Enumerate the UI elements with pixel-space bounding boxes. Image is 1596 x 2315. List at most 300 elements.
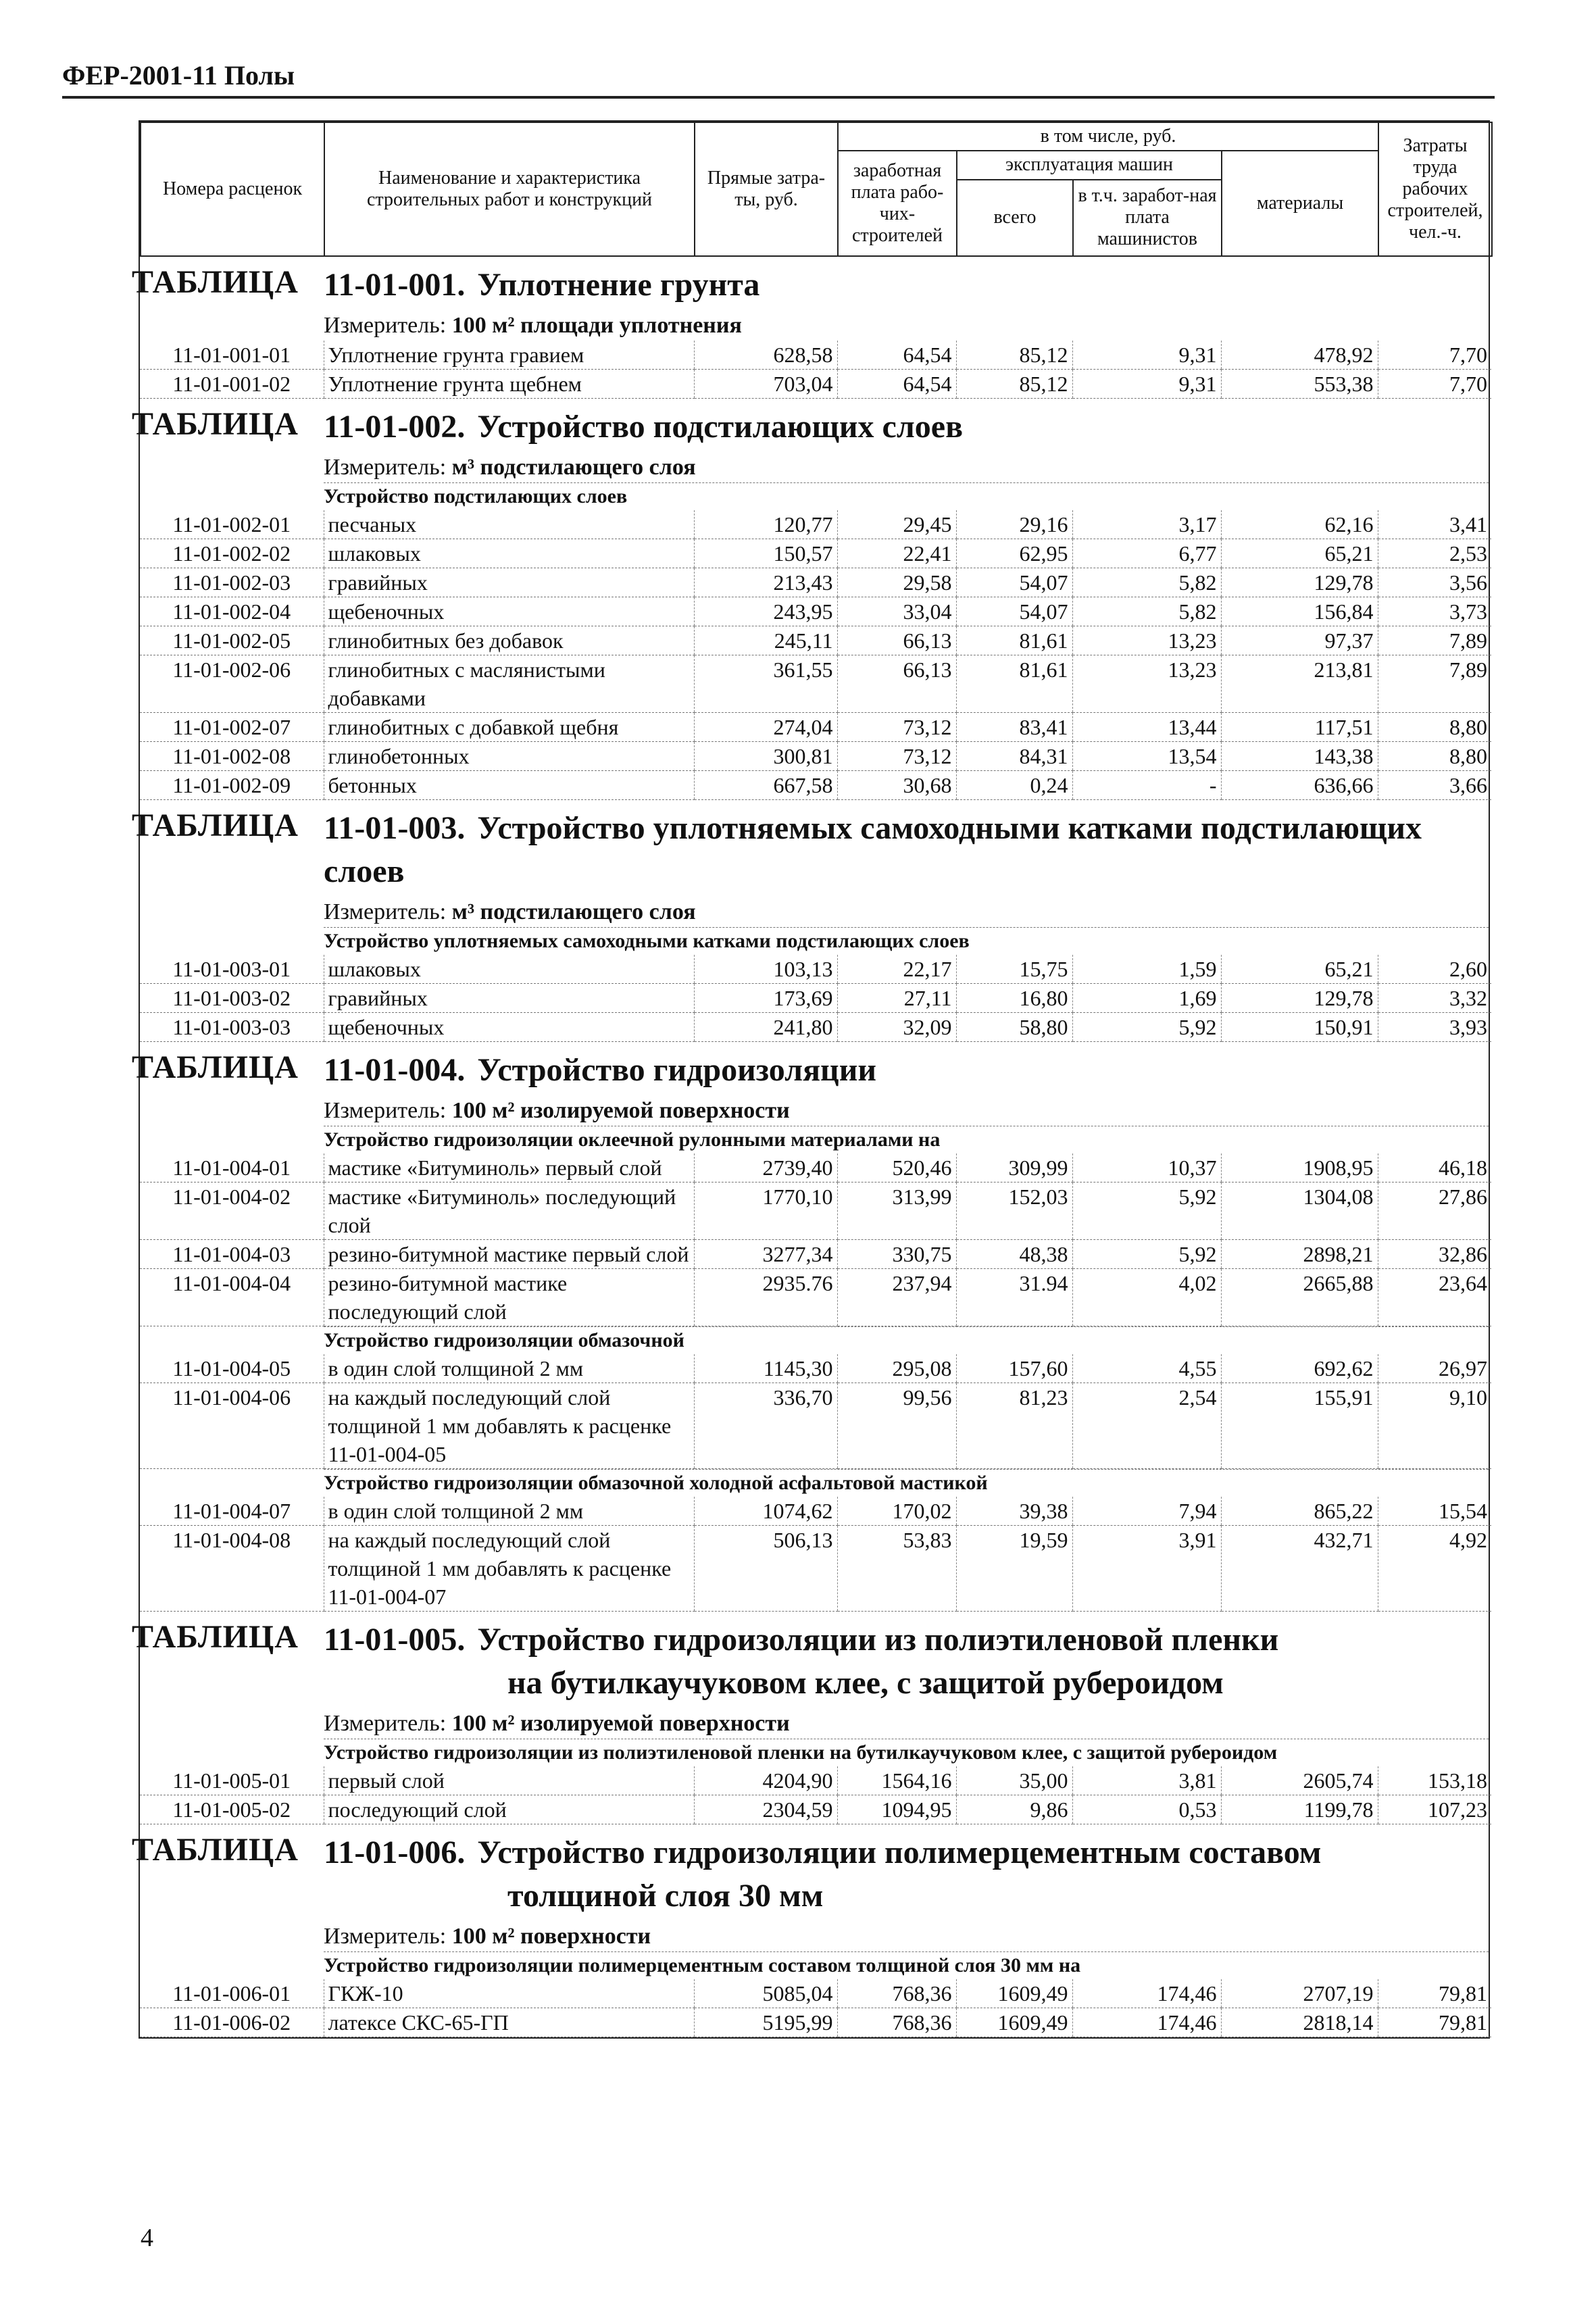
rate-value: 129,78	[1221, 984, 1378, 1013]
group-title: Устройство гидроизоляции оклеечной рулонными материалами на	[324, 1126, 1489, 1153]
rate-code: 11-01-004-01	[140, 1153, 324, 1183]
rate-value: 2898,21	[1221, 1240, 1378, 1269]
col-materials: материалы	[1222, 151, 1378, 256]
rate-value: 13,54	[1072, 742, 1221, 771]
rate-name: Уплотнение грунта гравием	[324, 341, 694, 370]
table-title-line: Устройство уплотняемых самоходными катками подстилающих слоев	[324, 810, 1422, 889]
rate-value: 4204,90	[694, 1766, 837, 1795]
rate-value: 506,13	[694, 1526, 837, 1612]
rate-value: 2605,74	[1221, 1766, 1378, 1795]
rate-name: латексе СКС-65-ГП	[324, 2008, 694, 2037]
table-label: ТАБЛИЦА	[132, 1619, 299, 1655]
rate-value: 53,83	[837, 1526, 956, 1612]
rate-value: 309,99	[956, 1153, 1072, 1183]
rate-value: 1770,10	[694, 1183, 837, 1240]
rates-table	[140, 1354, 1491, 1469]
rates-table	[140, 1766, 1491, 1824]
rate-name: резино-битумной мастике первый слой	[324, 1240, 694, 1269]
rate-value: 3,91	[1072, 1526, 1221, 1612]
measure-unit: 100 м² поверхности	[451, 1924, 651, 1949]
table-title-line: Устройство гидроизоляции	[477, 1052, 876, 1088]
rate-value: 99,56	[837, 1383, 956, 1469]
rate-value: 4,02	[1072, 1269, 1221, 1326]
table-caption	[132, 1042, 1489, 1096]
price-document	[132, 120, 1490, 2039]
rates-table	[140, 1497, 1491, 1612]
rate-value: 1145,30	[694, 1354, 837, 1383]
rate-value: 3277,34	[694, 1240, 837, 1269]
rate-value: 32,86	[1378, 1240, 1491, 1269]
measure-prefix: Измеритель:	[324, 1924, 447, 1949]
rate-value: 5,82	[1072, 568, 1221, 597]
rate-value: 6,77	[1072, 539, 1221, 568]
table-code: 11-01-005.	[324, 1622, 466, 1658]
rate-value: 64,54	[837, 341, 956, 370]
rate-value: 33,04	[837, 597, 956, 626]
col-mach-total: всего	[957, 180, 1073, 256]
rate-value: 29,45	[837, 510, 956, 539]
measure-prefix: Измеритель:	[324, 1098, 447, 1123]
rate-value: 5,92	[1072, 1183, 1221, 1240]
rate-name: мастике «Битуминоль» последующий слой	[324, 1183, 694, 1240]
rate-value: -	[1072, 771, 1221, 800]
rate-value: 2739,40	[694, 1153, 837, 1183]
rate-value: 22,17	[837, 955, 956, 984]
rate-value: 2,53	[1378, 539, 1491, 568]
rate-value: 0,53	[1072, 1795, 1221, 1824]
rate-value: 3,17	[1072, 510, 1221, 539]
rate-value: 120,77	[694, 510, 837, 539]
table-row	[140, 1979, 1491, 2008]
rate-value: 174,46	[1072, 1979, 1221, 2008]
rate-code: 11-01-002-02	[140, 539, 324, 568]
rate-value: 243,95	[694, 597, 837, 626]
rate-value: 29,58	[837, 568, 956, 597]
rate-value: 16,80	[956, 984, 1072, 1013]
table-measure	[324, 453, 1489, 482]
rate-code: 11-01-004-07	[140, 1497, 324, 1526]
rate-value: 79,81	[1378, 2008, 1491, 2037]
table-row	[140, 510, 1491, 539]
rate-code: 11-01-002-07	[140, 713, 324, 742]
rate-name: бетонных	[324, 771, 694, 800]
rate-value: 336,70	[694, 1383, 837, 1469]
table-row	[140, 771, 1491, 800]
rate-value: 7,89	[1378, 626, 1491, 655]
rate-value: 73,12	[837, 713, 956, 742]
rate-value: 85,12	[956, 341, 1072, 370]
group-title: Устройство уплотняемых самоходными катками подстилающих слоев	[324, 927, 1489, 955]
rate-value: 5195,99	[694, 2008, 837, 2037]
rate-name: резино-битумной мастике последующий слой	[324, 1269, 694, 1326]
table-row	[140, 1153, 1491, 1183]
rate-value: 35,00	[956, 1766, 1072, 1795]
rate-code: 11-01-002-03	[140, 568, 324, 597]
measure-unit: 100 м² изолируемой поверхности	[451, 1098, 790, 1123]
rate-name: на каждый последующий слой толщиной 1 мм добавлять к расценке 11-01-004-07	[324, 1526, 694, 1612]
rate-value: 143,38	[1221, 742, 1378, 771]
table-row	[140, 370, 1491, 399]
rate-code: 11-01-006-01	[140, 1979, 324, 2008]
rate-value: 27,11	[837, 984, 956, 1013]
table-row	[140, 984, 1491, 1013]
rate-value: 241,80	[694, 1013, 837, 1042]
measure-unit: м³ подстилающего слоя	[451, 899, 696, 924]
rate-value: 64,54	[837, 370, 956, 399]
measure-unit: 100 м² изолируемой поверхности	[451, 1711, 790, 1736]
table-row	[140, 1383, 1491, 1469]
col-name: Наименование и характеристика строительных работ и конструкций	[324, 122, 695, 256]
rate-value: 39,38	[956, 1497, 1072, 1526]
rate-value: 150,91	[1221, 1013, 1378, 1042]
rate-name: первый слой	[324, 1766, 694, 1795]
rate-value: 7,70	[1378, 341, 1491, 370]
rate-code: 11-01-001-02	[140, 370, 324, 399]
table-row	[140, 742, 1491, 771]
rate-value: 1,59	[1072, 955, 1221, 984]
table-title-line: Уплотнение грунта	[477, 267, 760, 303]
rate-value: 237,94	[837, 1269, 956, 1326]
rate-value: 9,31	[1072, 370, 1221, 399]
rate-value: 7,70	[1378, 370, 1491, 399]
table-title-line: Устройство подстилающих слоев	[477, 409, 964, 445]
rates-table	[140, 341, 1491, 399]
rate-value: 768,36	[837, 1979, 956, 2008]
rate-name: глинобитных с маслянистыми добавками	[324, 655, 694, 713]
col-direct: Прямые затра-ты, руб.	[695, 122, 838, 256]
table-measure	[324, 1709, 1489, 1739]
rate-value: 66,13	[837, 655, 956, 713]
rate-code: 11-01-004-03	[140, 1240, 324, 1269]
rate-value: 213,81	[1221, 655, 1378, 713]
rate-code: 11-01-005-02	[140, 1795, 324, 1824]
rates-table	[140, 1153, 1491, 1326]
rate-value: 213,43	[694, 568, 837, 597]
rate-value: 628,58	[694, 341, 837, 370]
rate-value: 22,41	[837, 539, 956, 568]
rate-value: 107,23	[1378, 1795, 1491, 1824]
col-mach-wages: в т.ч. заработ-ная плата машинистов	[1073, 180, 1222, 256]
rate-name: шлаковых	[324, 955, 694, 984]
table-measure	[324, 1922, 1489, 1951]
rate-value: 4,55	[1072, 1354, 1221, 1383]
rate-name: Уплотнение грунта щебнем	[324, 370, 694, 399]
rate-value: 150,57	[694, 539, 837, 568]
header-rule	[62, 96, 1495, 99]
rate-value: 84,31	[956, 742, 1072, 771]
rate-value: 73,12	[837, 742, 956, 771]
table-caption	[132, 1824, 1489, 1922]
rate-value: 81,23	[956, 1383, 1072, 1469]
rate-value: 1094,95	[837, 1795, 956, 1824]
rate-value: 13,23	[1072, 626, 1221, 655]
col-incl: в том числе, руб.	[838, 122, 1378, 151]
rate-value: 66,13	[837, 626, 956, 655]
rate-name: шлаковых	[324, 539, 694, 568]
rate-value: 65,21	[1221, 955, 1378, 984]
table-measure	[324, 1096, 1489, 1126]
table-row	[140, 2008, 1491, 2037]
rate-code: 11-01-004-05	[140, 1354, 324, 1383]
rate-value: 3,56	[1378, 568, 1491, 597]
table-measure	[324, 897, 1489, 927]
page-number: 4	[141, 2224, 153, 2252]
rate-value: 3,66	[1378, 771, 1491, 800]
rate-value: 19,59	[956, 1526, 1072, 1612]
table-row	[140, 626, 1491, 655]
rate-value: 27,86	[1378, 1183, 1491, 1240]
rate-value: 29,16	[956, 510, 1072, 539]
rate-code: 11-01-002-05	[140, 626, 324, 655]
group-title: Устройство гидроизоляции обмазочной холодной асфальтовой мастикой	[324, 1469, 1489, 1497]
table-label: ТАБЛИЦА	[132, 406, 299, 442]
rate-value: 8,80	[1378, 742, 1491, 771]
table-title	[324, 1831, 1489, 1918]
rate-value: 83,41	[956, 713, 1072, 742]
rate-value: 156,84	[1221, 597, 1378, 626]
rate-name: гравийных	[324, 568, 694, 597]
rate-code: 11-01-003-03	[140, 1013, 324, 1042]
rate-value: 5085,04	[694, 1979, 837, 2008]
table-title	[324, 807, 1489, 893]
table-measure	[324, 311, 1489, 341]
rate-value: 30,68	[837, 771, 956, 800]
rate-value: 432,71	[1221, 1526, 1378, 1612]
rate-value: 173,69	[694, 984, 837, 1013]
rate-value: 2,60	[1378, 955, 1491, 984]
rate-value: 330,75	[837, 1240, 956, 1269]
rate-value: 5,92	[1072, 1013, 1221, 1042]
rate-name: в один слой толщиной 2 мм	[324, 1497, 694, 1526]
table-code: 11-01-003.	[324, 810, 466, 846]
measure-prefix: Измеритель:	[324, 313, 447, 338]
rate-value: 553,38	[1221, 370, 1378, 399]
table-row	[140, 1013, 1491, 1042]
rate-code: 11-01-002-09	[140, 771, 324, 800]
table-title	[324, 1618, 1489, 1705]
rate-value: 0,24	[956, 771, 1072, 800]
rate-code: 11-01-004-02	[140, 1183, 324, 1240]
rate-name: глинобитных с добавкой щебня	[324, 713, 694, 742]
rate-value: 300,81	[694, 742, 837, 771]
table-code: 11-01-001.	[324, 267, 466, 303]
rate-value: 2818,14	[1221, 2008, 1378, 2037]
rate-value: 667,58	[694, 771, 837, 800]
rate-value: 1564,16	[837, 1766, 956, 1795]
rate-value: 129,78	[1221, 568, 1378, 597]
table-label: ТАБЛИЦА	[132, 1832, 299, 1868]
table-title-line: Устройство гидроизоляции полимерцементным составом	[477, 1835, 1322, 1870]
rate-value: 2935.76	[694, 1269, 837, 1326]
measure-prefix: Измеритель:	[324, 899, 447, 924]
rates-table	[140, 955, 1491, 1042]
rate-value: 62,16	[1221, 510, 1378, 539]
rate-value: 157,60	[956, 1354, 1072, 1383]
group-title: Устройство гидроизоляции обмазочной	[324, 1326, 1489, 1354]
rate-value: 23,64	[1378, 1269, 1491, 1326]
rate-value: 361,55	[694, 655, 837, 713]
rate-value: 1908,95	[1221, 1153, 1378, 1183]
rates-table	[140, 1979, 1491, 2037]
rate-value: 3,41	[1378, 510, 1491, 539]
table-row	[140, 655, 1491, 713]
table-caption	[132, 399, 1489, 453]
table-row	[140, 1269, 1491, 1326]
rate-code: 11-01-001-01	[140, 341, 324, 370]
table-code: 11-01-006.	[324, 1835, 466, 1870]
rate-value: 703,04	[694, 370, 837, 399]
rate-name: ГКЖ-10	[324, 1979, 694, 2008]
col-wages: заработная плата рабо-чих-строителей	[838, 151, 957, 256]
table-row	[140, 1497, 1491, 1526]
table-title-line: на бутилкаучуковом клее, с защитой рубероидом	[507, 1665, 1224, 1701]
rate-value: 81,61	[956, 655, 1072, 713]
rate-value: 1609,49	[956, 1979, 1072, 2008]
rate-value: 31.94	[956, 1269, 1072, 1326]
rate-value: 85,12	[956, 370, 1072, 399]
rate-value: 58,80	[956, 1013, 1072, 1042]
measure-unit: 100 м² площади уплотнения	[451, 313, 742, 338]
rate-name: в один слой толщиной 2 мм	[324, 1354, 694, 1383]
rate-value: 152,03	[956, 1183, 1072, 1240]
table-code: 11-01-002.	[324, 409, 466, 445]
table-code: 11-01-004.	[324, 1052, 466, 1088]
rate-name: глинобитных без добавок	[324, 626, 694, 655]
rate-value: 10,37	[1072, 1153, 1221, 1183]
rate-code: 11-01-005-01	[140, 1766, 324, 1795]
rate-value: 865,22	[1221, 1497, 1378, 1526]
group-title: Устройство гидроизоляции из полиэтиленовой пленки на бутилкаучуковом клее, с защитой рубероидом	[324, 1739, 1489, 1766]
measure-unit: м³ подстилающего слоя	[451, 455, 696, 480]
rate-code: 11-01-004-06	[140, 1383, 324, 1469]
rate-value: 81,61	[956, 626, 1072, 655]
rate-value: 295,08	[837, 1354, 956, 1383]
rate-value: 65,21	[1221, 539, 1378, 568]
rate-value: 155,91	[1221, 1383, 1378, 1469]
rate-value: 274,04	[694, 713, 837, 742]
table-row	[140, 597, 1491, 626]
rate-name: последующий слой	[324, 1795, 694, 1824]
rate-value: 62,95	[956, 539, 1072, 568]
page-title: ФЕР-2001-11 Полы	[62, 60, 295, 91]
rate-name: глинобетонных	[324, 742, 694, 771]
measure-prefix: Измеритель:	[324, 1711, 447, 1736]
rate-value: 4,92	[1378, 1526, 1491, 1612]
rate-value: 9,10	[1378, 1383, 1491, 1469]
rate-value: 478,92	[1221, 341, 1378, 370]
rate-value: 2,54	[1072, 1383, 1221, 1469]
rate-value: 3,73	[1378, 597, 1491, 626]
col-machines: эксплуатация машин	[957, 151, 1222, 179]
rate-value: 313,99	[837, 1183, 956, 1240]
table-caption	[132, 800, 1489, 897]
rate-value: 7,89	[1378, 655, 1491, 713]
rate-value: 15,54	[1378, 1497, 1491, 1526]
rate-value: 54,07	[956, 568, 1072, 597]
rate-value: 2665,88	[1221, 1269, 1378, 1326]
table-title	[324, 1049, 1489, 1092]
table-row	[140, 539, 1491, 568]
rate-code: 11-01-003-01	[140, 955, 324, 984]
rate-code: 11-01-002-04	[140, 597, 324, 626]
rate-value: 5,82	[1072, 597, 1221, 626]
measure-prefix: Измеритель:	[324, 455, 447, 480]
group-title: Устройство гидроизоляции полимерцементным составом толщиной слоя 30 мм на	[324, 1951, 1489, 1979]
table-row	[140, 568, 1491, 597]
rate-code: 11-01-003-02	[140, 984, 324, 1013]
table-row	[140, 955, 1491, 984]
rate-value: 3,81	[1072, 1766, 1221, 1795]
rate-value: 97,37	[1221, 626, 1378, 655]
rate-value: 48,38	[956, 1240, 1072, 1269]
rate-value: 9,86	[956, 1795, 1072, 1824]
table-title-line: толщиной слоя 30 мм	[507, 1878, 824, 1914]
rate-name: щебеночных	[324, 1013, 694, 1042]
rates-table	[140, 510, 1491, 800]
rate-name: щебеночных	[324, 597, 694, 626]
rate-value: 174,46	[1072, 2008, 1221, 2037]
table-row	[140, 1795, 1491, 1824]
table-row	[140, 713, 1491, 742]
rate-value: 3,93	[1378, 1013, 1491, 1042]
rate-value: 103,13	[694, 955, 837, 984]
rate-value: 5,92	[1072, 1240, 1221, 1269]
rate-value: 520,46	[837, 1153, 956, 1183]
table-caption	[132, 257, 1489, 311]
table-title	[324, 264, 1489, 307]
table-row	[140, 1354, 1491, 1383]
table-label: ТАБЛИЦА	[132, 807, 299, 843]
table-title-line: Устройство гидроизоляции из полиэтиленовой пленки	[477, 1622, 1279, 1658]
rate-value: 2304,59	[694, 1795, 837, 1824]
table-row	[140, 341, 1491, 370]
rate-code: 11-01-002-06	[140, 655, 324, 713]
rate-code: 11-01-002-01	[140, 510, 324, 539]
rate-value: 1304,08	[1221, 1183, 1378, 1240]
rate-value: 153,18	[1378, 1766, 1491, 1795]
rate-value: 245,11	[694, 626, 837, 655]
rate-value: 117,51	[1221, 713, 1378, 742]
rate-value: 26,97	[1378, 1354, 1491, 1383]
column-header	[140, 122, 1493, 257]
rate-name: на каждый последующий слой толщиной 1 мм добавлять к расценке 11-01-004-05	[324, 1383, 694, 1469]
rate-value: 13,23	[1072, 655, 1221, 713]
group-title: Устройство подстилающих слоев	[324, 482, 1489, 510]
rate-name: мастике «Битуминоль» первый слой	[324, 1153, 694, 1183]
table-label: ТАБЛИЦА	[132, 264, 299, 300]
table-row	[140, 1183, 1491, 1240]
rate-value: 3,32	[1378, 984, 1491, 1013]
col-code: Номера расценок	[141, 122, 324, 256]
rate-value: 1199,78	[1221, 1795, 1378, 1824]
rate-code: 11-01-006-02	[140, 2008, 324, 2037]
table-row	[140, 1526, 1491, 1612]
rate-value: 692,62	[1221, 1354, 1378, 1383]
rate-value: 2707,19	[1221, 1979, 1378, 2008]
rate-value: 13,44	[1072, 713, 1221, 742]
table-label: ТАБЛИЦА	[132, 1049, 299, 1085]
table-row	[140, 1766, 1491, 1795]
rate-value: 1609,49	[956, 2008, 1072, 2037]
col-labor: Затраты труда рабочих строителей, чел.-ч.	[1378, 122, 1492, 256]
rate-value: 15,75	[956, 955, 1072, 984]
rate-value: 768,36	[837, 2008, 956, 2037]
rate-value: 170,02	[837, 1497, 956, 1526]
rate-value: 8,80	[1378, 713, 1491, 742]
sections	[132, 257, 1489, 2037]
rate-value: 1,69	[1072, 984, 1221, 1013]
rate-value: 9,31	[1072, 341, 1221, 370]
